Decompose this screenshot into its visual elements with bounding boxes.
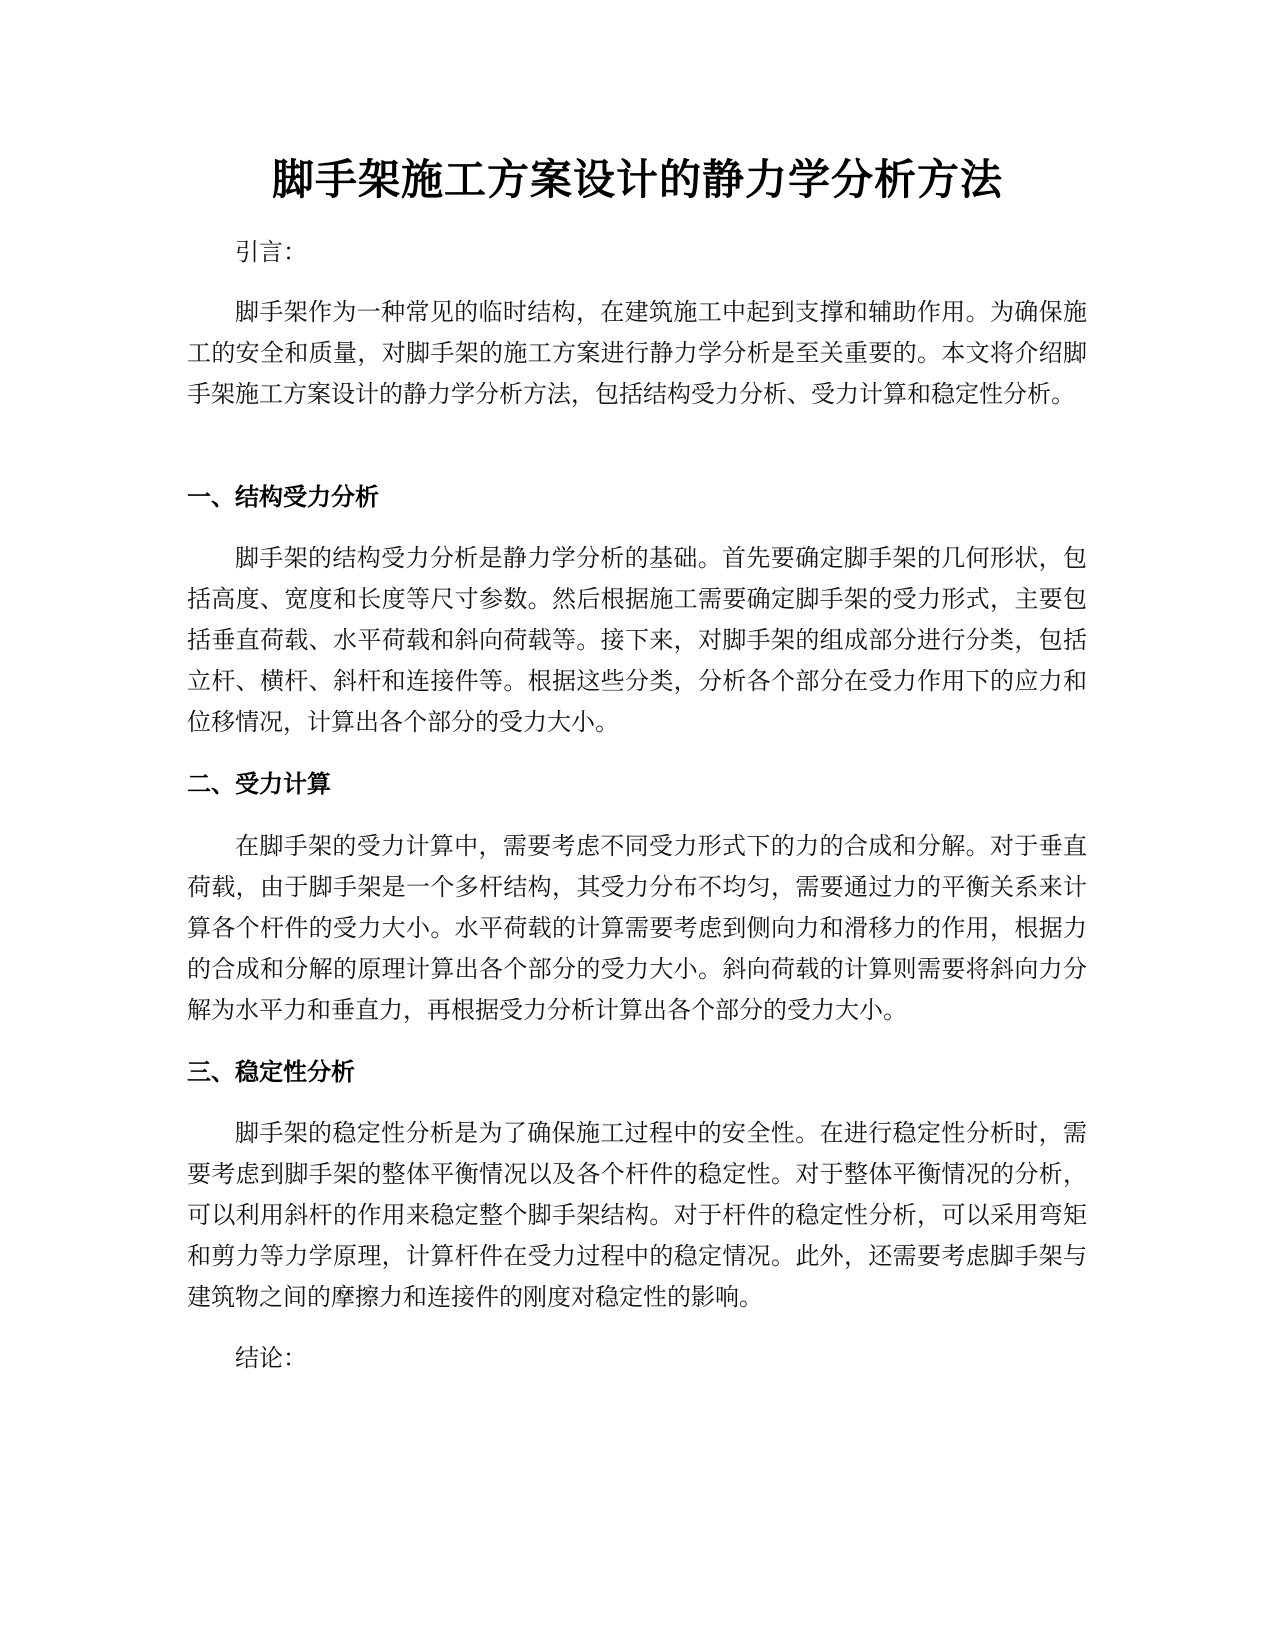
intro-paragraph: 脚手架作为一种常见的临时结构，在建筑施工中起到支撑和辅助作用。为确保施工的安全和质量，对脚手架的施工方案进行静力学分析是至关重要的。本文将介绍脚手架施工方案设计的静力学分析方法，包括结构受力分析、受力计算和稳定性分析。 [187, 298, 1087, 408]
document-title: 脚手架施工方案设计的静力学分析方法 [271, 155, 1003, 204]
section-paragraph-structure: 脚手架的结构受力分析是静力学分析的基础。首先要确定脚手架的几何形状，包括高度、宽度和长度等尺寸参数。然后根据施工需要确定脚手架的受力形式，主要包括垂直荷载、水平荷载和斜向荷载等。接下来，对脚手架的组成部分进行分类，包括立杆、横杆、斜杆和连接件等。根据这些分类，分析各个部分在受力作用下的应力和位移情况，计算出各个部分的受力大小。 [187, 544, 1087, 736]
section-paragraph-stability: 脚手架的稳定性分析是为了确保施工过程中的安全性。在进行稳定性分析时，需要考虑到脚手架的整体平衡情况以及各个杆件的稳定性。对于整体平衡情况的分析，可以利用斜杆的作用来稳定整个脚手架结构。对于杆件的稳定性分析，可以采用弯矩和剪力等力学原理，计算杆件在受力过程中的稳定情况。此外，还需要考虑脚手架与建筑物之间的摩擦力和连接件的刚度对稳定性的影响。 [187, 1119, 1087, 1311]
intro-label: 引言： [235, 238, 307, 266]
section-heading-structure: 一、结构受力分析 [187, 483, 379, 511]
conclusion-label: 结论： [235, 1344, 307, 1372]
section-paragraph-calculation: 在脚手架的受力计算中，需要考虑不同受力形式下的力的合成和分解。对于垂直荷载，由于脚手架是一个多杆结构，其受力分布不均匀，需要通过力的平衡关系来计算各个杆件的受力大小。水平荷载的计算需要考虑到侧向力和滑移力的作用，根据力的合成和分解的原理计算出各个部分的受力大小。斜向荷载的计算则需要将斜向力分解为水平力和垂直力，再根据受力分析计算出各个部分的受力大小。 [187, 832, 1087, 1024]
section-heading-calculation: 二、受力计算 [187, 770, 331, 798]
section-heading-stability: 三、稳定性分析 [187, 1058, 355, 1086]
